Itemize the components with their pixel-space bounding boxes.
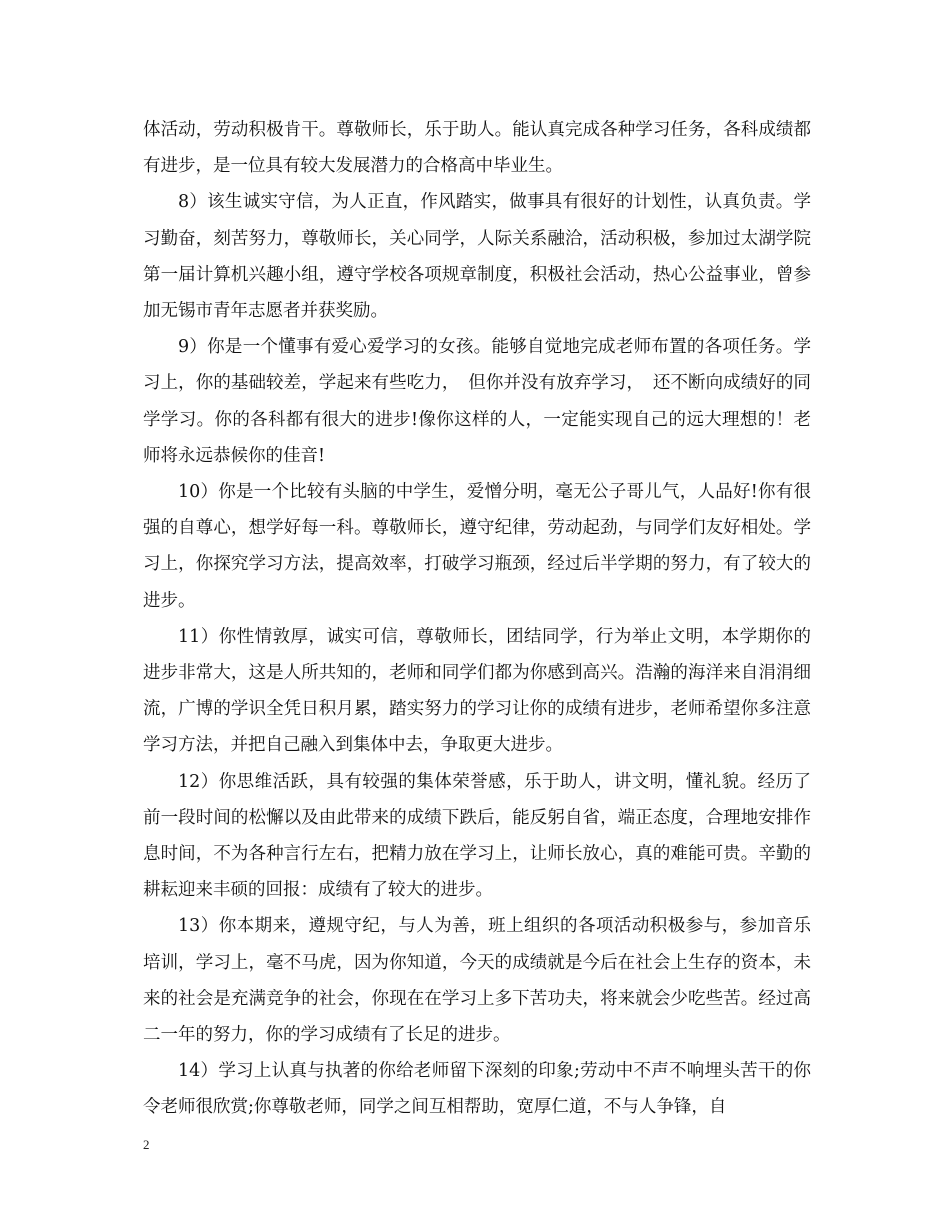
paragraph-14: 14）学习上认真与执著的你给老师留下深刻的印象;劳动中不声不响埋头苦干的你令老师很欣赏;你尊敬老师，同学之间互相帮助，宽厚仁道，不与人争锋，自 bbox=[143, 1061, 811, 1118]
paragraph-9: 9）你是一个懂事有爱心爱学习的女孩。能够自觉地完成老师布置的各项任务。学习上，你的基础较差，学起来有些吃力， 但你并没有放弃学习， 还不断向成绩好的同学学习。你的各科都有很大的进步!像你这样的人，一定能实现自己的远大理想的！老师将永远恭候你的佳音! bbox=[143, 337, 811, 466]
paragraph-10: 10）你是一个比较有头脑的中学生，爱憎分明，毫无公子哥儿气，人品好!你有很强的自尊心，想学好每一科。尊敬师长，遵守纪律，劳动起劲，与同学们友好相处。学习上，你探究学习方法，提高效率，打破学习瓶颈，经过后半学期的努力，有了较大的进步。 bbox=[143, 482, 811, 611]
document-body bbox=[143, 112, 811, 1126]
page-number: 2 bbox=[143, 1137, 150, 1152]
paragraph-12: 12）你思维活跃，具有较强的集体荣誉感，乐于助人，讲文明，懂礼貌。经历了前一段时间的松懈以及由此带来的成绩下跌后，能反躬自省，端正态度，合理地安排作息时间，不为各种言行左右，把精力放在学习上，让师长放心，真的难能可贵。辛勤的耕耘迎来丰硕的回报：成绩有了较大的进步。 bbox=[143, 771, 811, 901]
paragraph-11: 11）你性情敦厚，诚实可信，尊敬师长，团结同学，行为举止文明，本学期你的进步非常大，这是人所共知的，老师和同学们都为你感到高兴。浩瀚的海洋来自涓涓细流，广博的学识全凭日积月累，踏实努力的学习让你的成绩有进步，老师希望你多注意学习方法，并把自己融入到集体中去，争取更大进步。 bbox=[143, 626, 811, 756]
paragraph-13: 13）你本期来，遵规守纪，与人为善，班上组织的各项活动积极参与，参加音乐培训，学习上，毫不马虎，因为你知道，今天的成绩就是今后在社会上生存的资本，未来的社会是充满竞争的社会，你现在在学习上多下苦功夫，将来就会少吃些苦。经过高二一年的努力，你的学习成绩有了长足的进步。 bbox=[143, 916, 811, 1046]
paragraph-continued: 体活动，劳动积极肯干。尊敬师长，乐于助人。能认真完成各种学习任务，各科成绩都有进步，是一位具有较大发展潜力的合格高中毕业生。 bbox=[143, 120, 811, 177]
paragraph-8: 8）该生诚实守信，为人正直，作风踏实，做事具有很好的计划性，认真负责。学习勤奋，刻苦努力，尊敬师长，关心同学，人际关系融洽，活动积极，参加过太湖学院第一届计算机兴趣小组，遵守学校各项规章制度，积极社会活动，热心公益事业，曾参加无锡市青年志愿者并获奖励。 bbox=[143, 192, 811, 322]
